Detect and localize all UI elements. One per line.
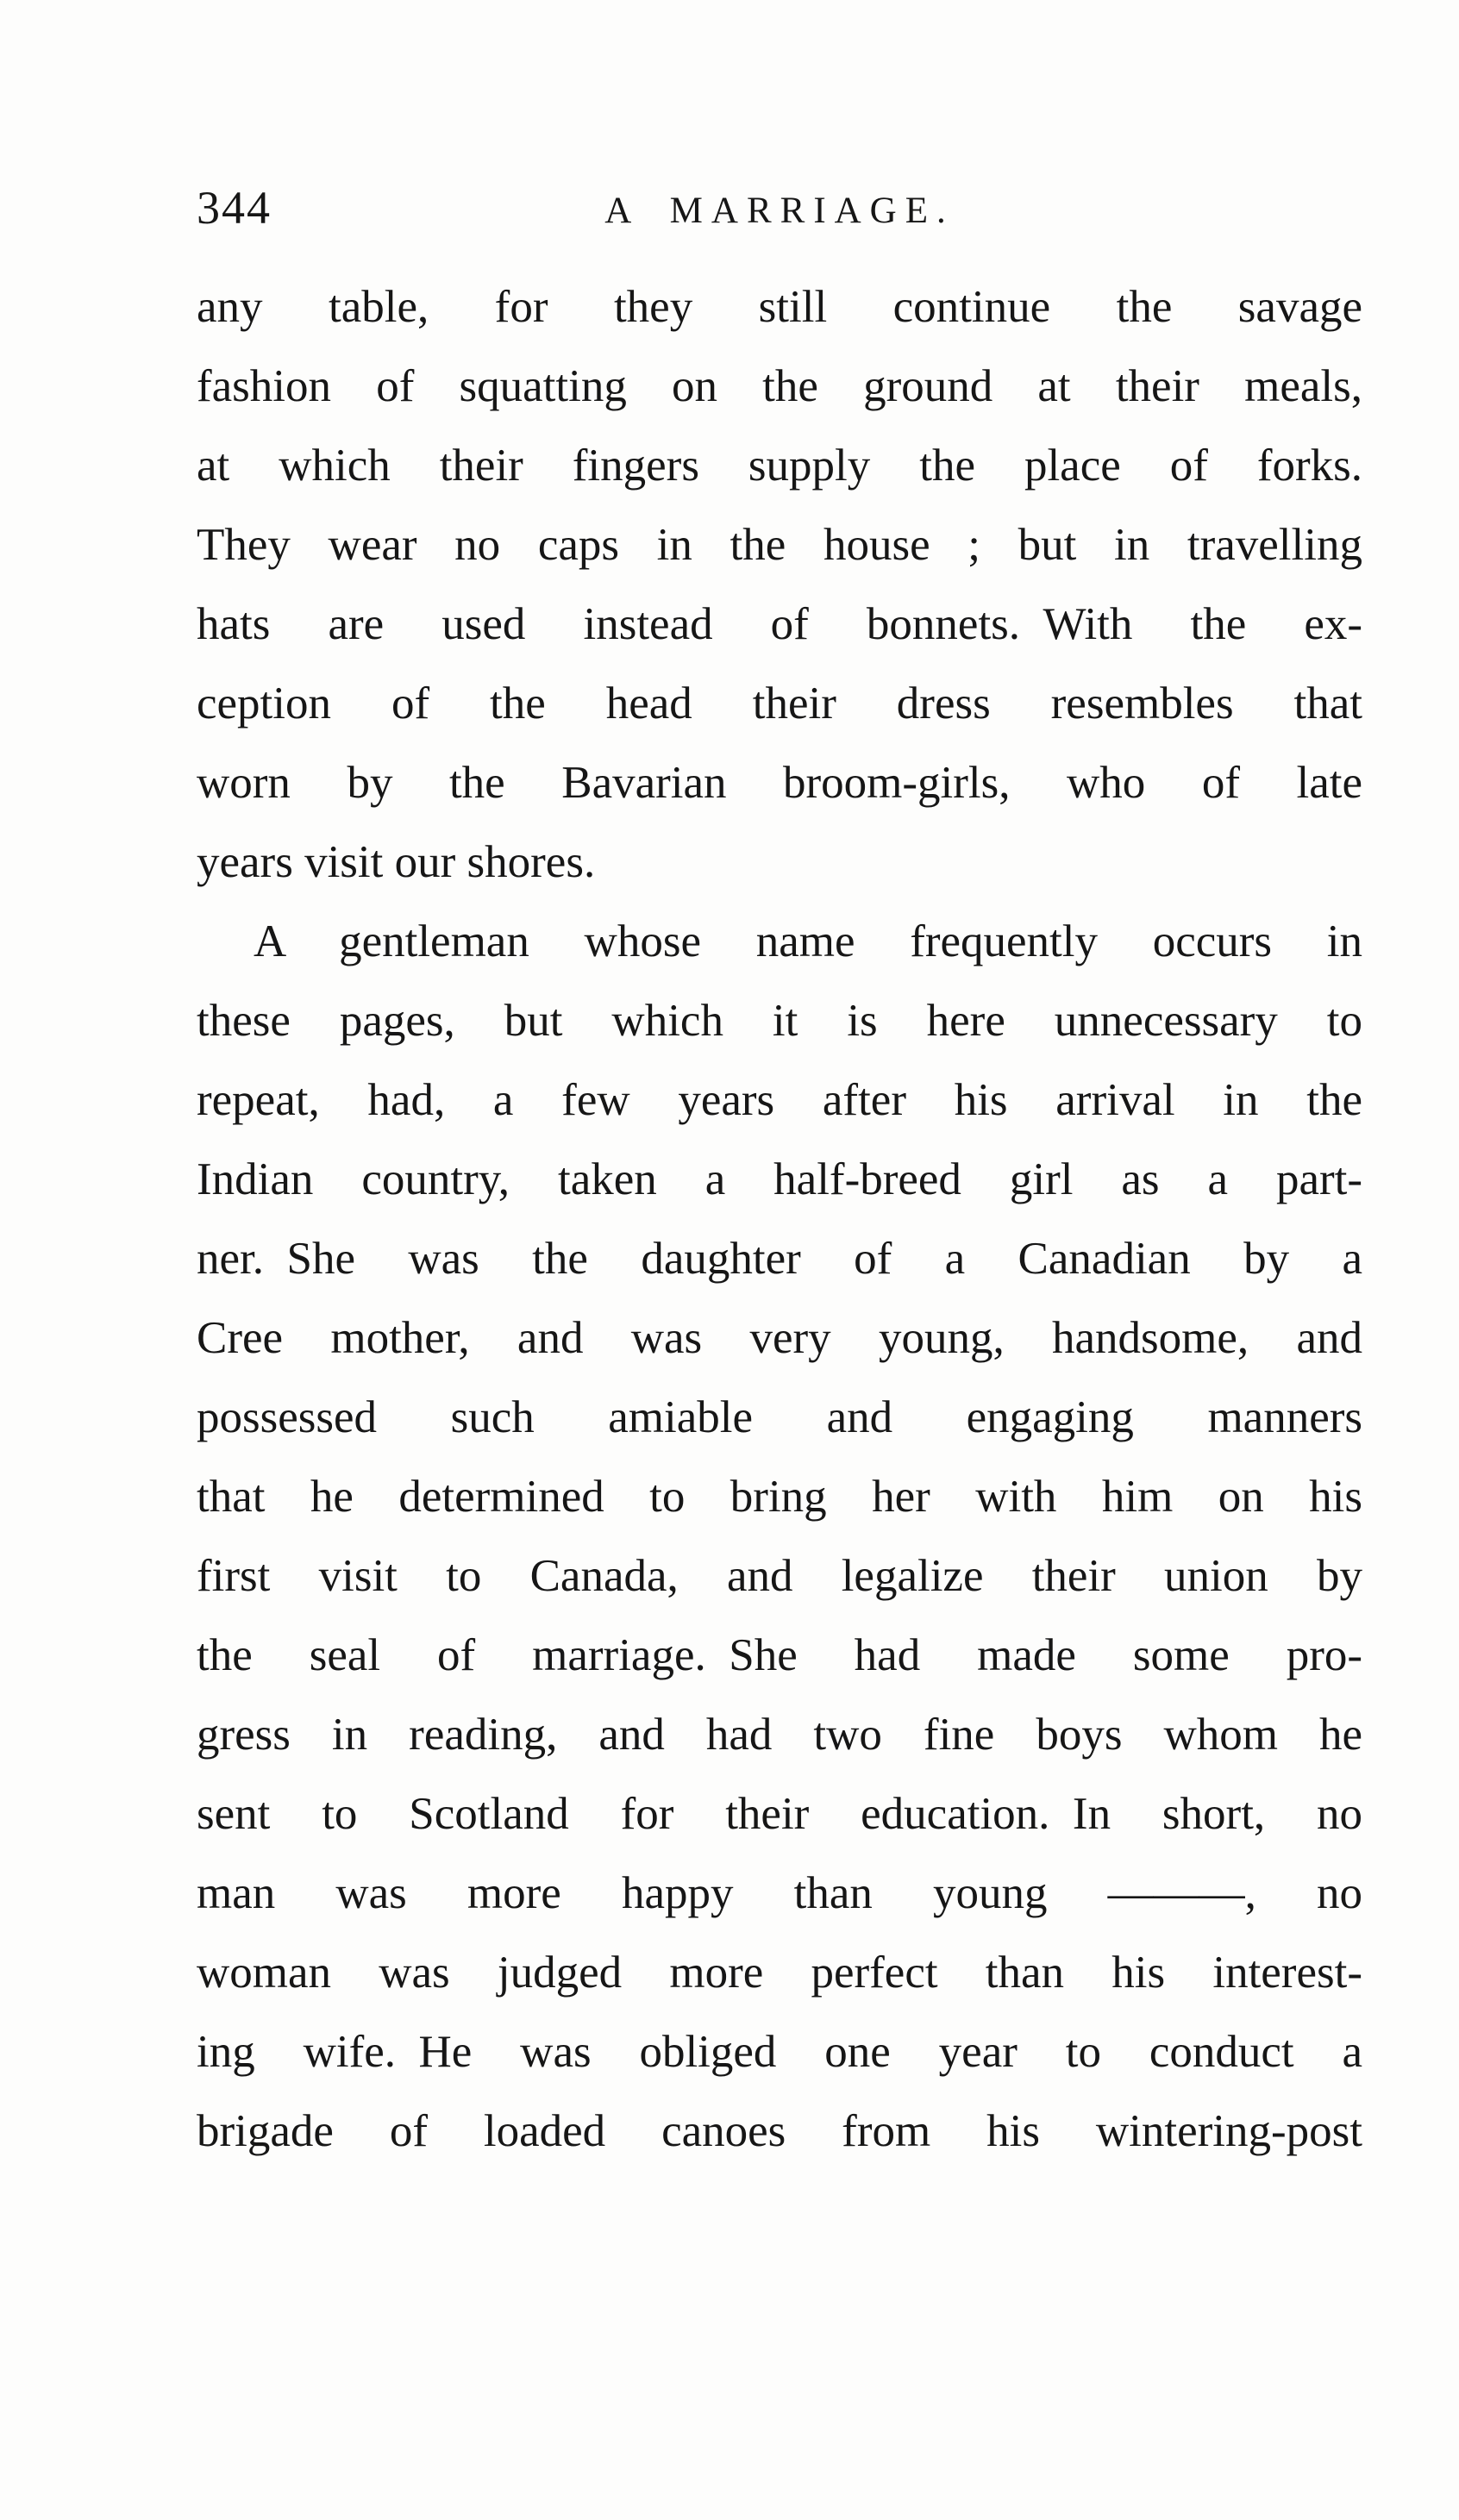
text-line: Indian country, taken a half-breed girl as a part- [197,1154,1362,1204]
text-line: Cree mother, and was very young, handsome, and [197,1313,1362,1363]
text-line: A gentleman whose name frequently occurs in [254,916,1362,966]
text-line: these pages, but which it is here unnecessary to [197,996,1362,1046]
text-line: years visit our shores. [197,837,596,887]
text-line: first visit to Canada, and legalize their union by [197,1551,1362,1601]
running-title: A MARRIAGE. [604,191,955,231]
text-line: brigade of loaded canoes from his wintering-post [197,2106,1362,2156]
text-line: sent to Scotland for their education. In short, no [197,1789,1362,1839]
text-line: at which their fingers supply the place of forks. [197,441,1362,491]
text-line: worn by the Bavarian broom-girls, who of late [197,758,1362,808]
text-line: the seal of marriage. She had made some pro- [197,1630,1362,1680]
text-line: ing wife. He was obliged one year to conduct a [197,2027,1362,2077]
text-line: fashion of squatting on the ground at their meals, [197,361,1362,411]
page-number: 344 [197,182,272,234]
page-header [197,181,1362,247]
text-line: repeat, had, a few years after his arrival in the [197,1075,1362,1125]
text-line: possessed such amiable and engaging manners [197,1392,1362,1442]
text-line: that he determined to bring her with him on his [197,1472,1362,1522]
text-line: hats are used instead of bonnets. With the ex- [197,599,1362,649]
text-line: gress in reading, and had two fine boys whom he [197,1710,1362,1760]
text-line: They wear no caps in the house ; but in travelling [197,520,1362,570]
text-line: ception of the head their dress resembles that [197,678,1362,728]
text-block [197,267,1362,2171]
text-line: man was more happy than young ———, no [197,1868,1362,1918]
text-line: woman was judged more perfect than his interest- [197,1948,1362,1998]
text-line: ner. She was the daughter of a Canadian by a [197,1234,1362,1284]
text-line: any table, for they still continue the savage [197,282,1362,332]
